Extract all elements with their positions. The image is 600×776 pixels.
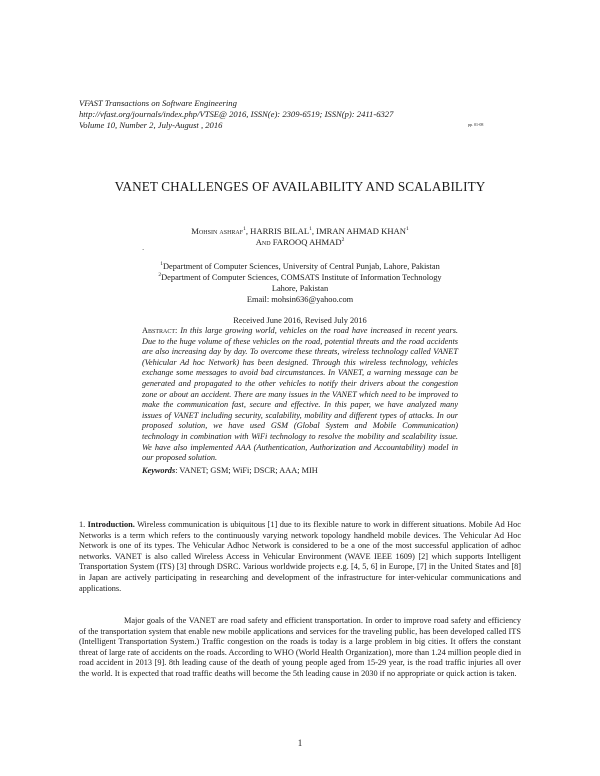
intro-paragraph-2: Major goals of the VANET are road safety and efficient transportation. In order to improve road safety and efficiency of the transportation system that enable new mobile applications and services for the traveling public, has been developed called ITS (Intelligent Transportation System.) Traffic congestion on the roads is today is a large problem in big cities. It offers the constant threat of large rate of accidents on the roads. According to WHO (World Health Organization), more than 1.24 million people died in road accident in 2013 [9]. 8th leading cause of the death of young people aged from 15-29 year, is the road traffic injuries all over the world. It is expected that road traffic deaths will become the 5th leading cause in 2030 if no appropriate or quick action is taken.	[79, 616, 521, 678]
author-name: HARRIS BILAL	[250, 226, 310, 236]
keywords	[142, 466, 318, 475]
paragraph-text: Wireless communication is ubiquitous [1] due to its flexible nature to work in different situations. Mobile Ad Hoc Networks is a term which refers to the continuously varying network topology handheld mobile devices. The Vehicular Ad Hoc Network is one of its types. The Vehicular Adhoc Network is considered to be a one of the most successful application of adhoc networks. VANET is also called Wireless Access in Vehicular Environment (WAVE IEEE 1609) [2] which supports Intelligent Transportation System (ITS) [3] through DSRC. Various worldwide projects e.g. [4, 5, 6] in Europe, [7] in the United States and [8] in Japan are actively participating in researching and development of the infrastructure for inter-vehicular communications and applications.	[79, 520, 521, 593]
journal-url-issn: http://vfast.org/journals/index.php/VTSE@ 2016, ISSN(e): 2309-6519; ISSN(p): 2411-6327	[79, 109, 394, 119]
affiliation-1: $^1$Department of Computer Sciences, University of Central Punjab, Lahore, Pakistan	[160, 261, 440, 271]
keywords-label: Keywords	[142, 466, 176, 475]
author-email: Email: mohsin636@yahoo.com	[246, 295, 354, 304]
abstract	[142, 326, 458, 464]
page-number: 1	[297, 738, 303, 748]
author-name: IMRAN AHMAD KHAN	[316, 226, 406, 236]
section-number: 1.	[79, 520, 86, 529]
affiliation-2: $^2$Department of Computer Sciences, COMSATS Institute of Information Technology	[158, 272, 442, 282]
section-heading: Introduction.	[87, 520, 135, 529]
author-name: FAROOQ AHMAD	[272, 236, 342, 247]
abstract-text: In this large growing world, vehicles on the road have increased in recent years. Due to the huge volume of these vehicles on the road, potential threats and the road accidents are also increasing day by day. To overcome these threats, wireless technology called VANET (Vehicular Ad hoc Network) has been designed. Through this wireless technology, vehicles exchange some messages to avoid bad circumstances. In VANET, a warning message can be generated and propagated to the other vehicles to notify their drivers about the congestion zone or about an accident. There are many issues in the VANET which need to be improved to make the communication fast, secure and effective. In this paper, we have analyzed many issues of VANET including security, scalability, mobility and different types of attacks. In our proposed solution, we have used GSM (Global System and Mobile Communication) technology in combination with WiFi technology to resolve the mobility and scalability issue. We have also implemented AAA (Authentication, Authorization and Accountability) model in our proposed solution.	[142, 326, 458, 463]
author-list: Mohsin ashraf$^1$, HARRIS BILAL$^1$, IMRAN AHMAD KHAN$^1$ And FAROOQ AHMAD$^2$	[191, 226, 409, 247]
author-and: And	[255, 236, 271, 247]
journal-name: VFAST Transactions on Software Engineering	[79, 98, 237, 108]
received-dates: Received June 2016, Revised July 2016	[233, 316, 367, 325]
paper-title: VANET CHALLENGES OF AVAILABILITY AND SCALABILITY	[114, 179, 486, 194]
author-name: Mohsin ashraf	[191, 226, 244, 236]
affiliation-2-city: Lahore, Pakistan	[271, 284, 329, 293]
abstract-label: Abstract:	[142, 326, 178, 335]
page-range: pp. 01-08	[468, 122, 484, 127]
intro-paragraph-1	[79, 520, 521, 594]
stray-mark: `	[142, 248, 145, 256]
journal-volume: Volume 10, Number 2, July-August , 2016	[79, 120, 223, 130]
keywords-text: : VANET; GSM; WiFi; DSCR; AAA; MIH	[175, 466, 318, 475]
